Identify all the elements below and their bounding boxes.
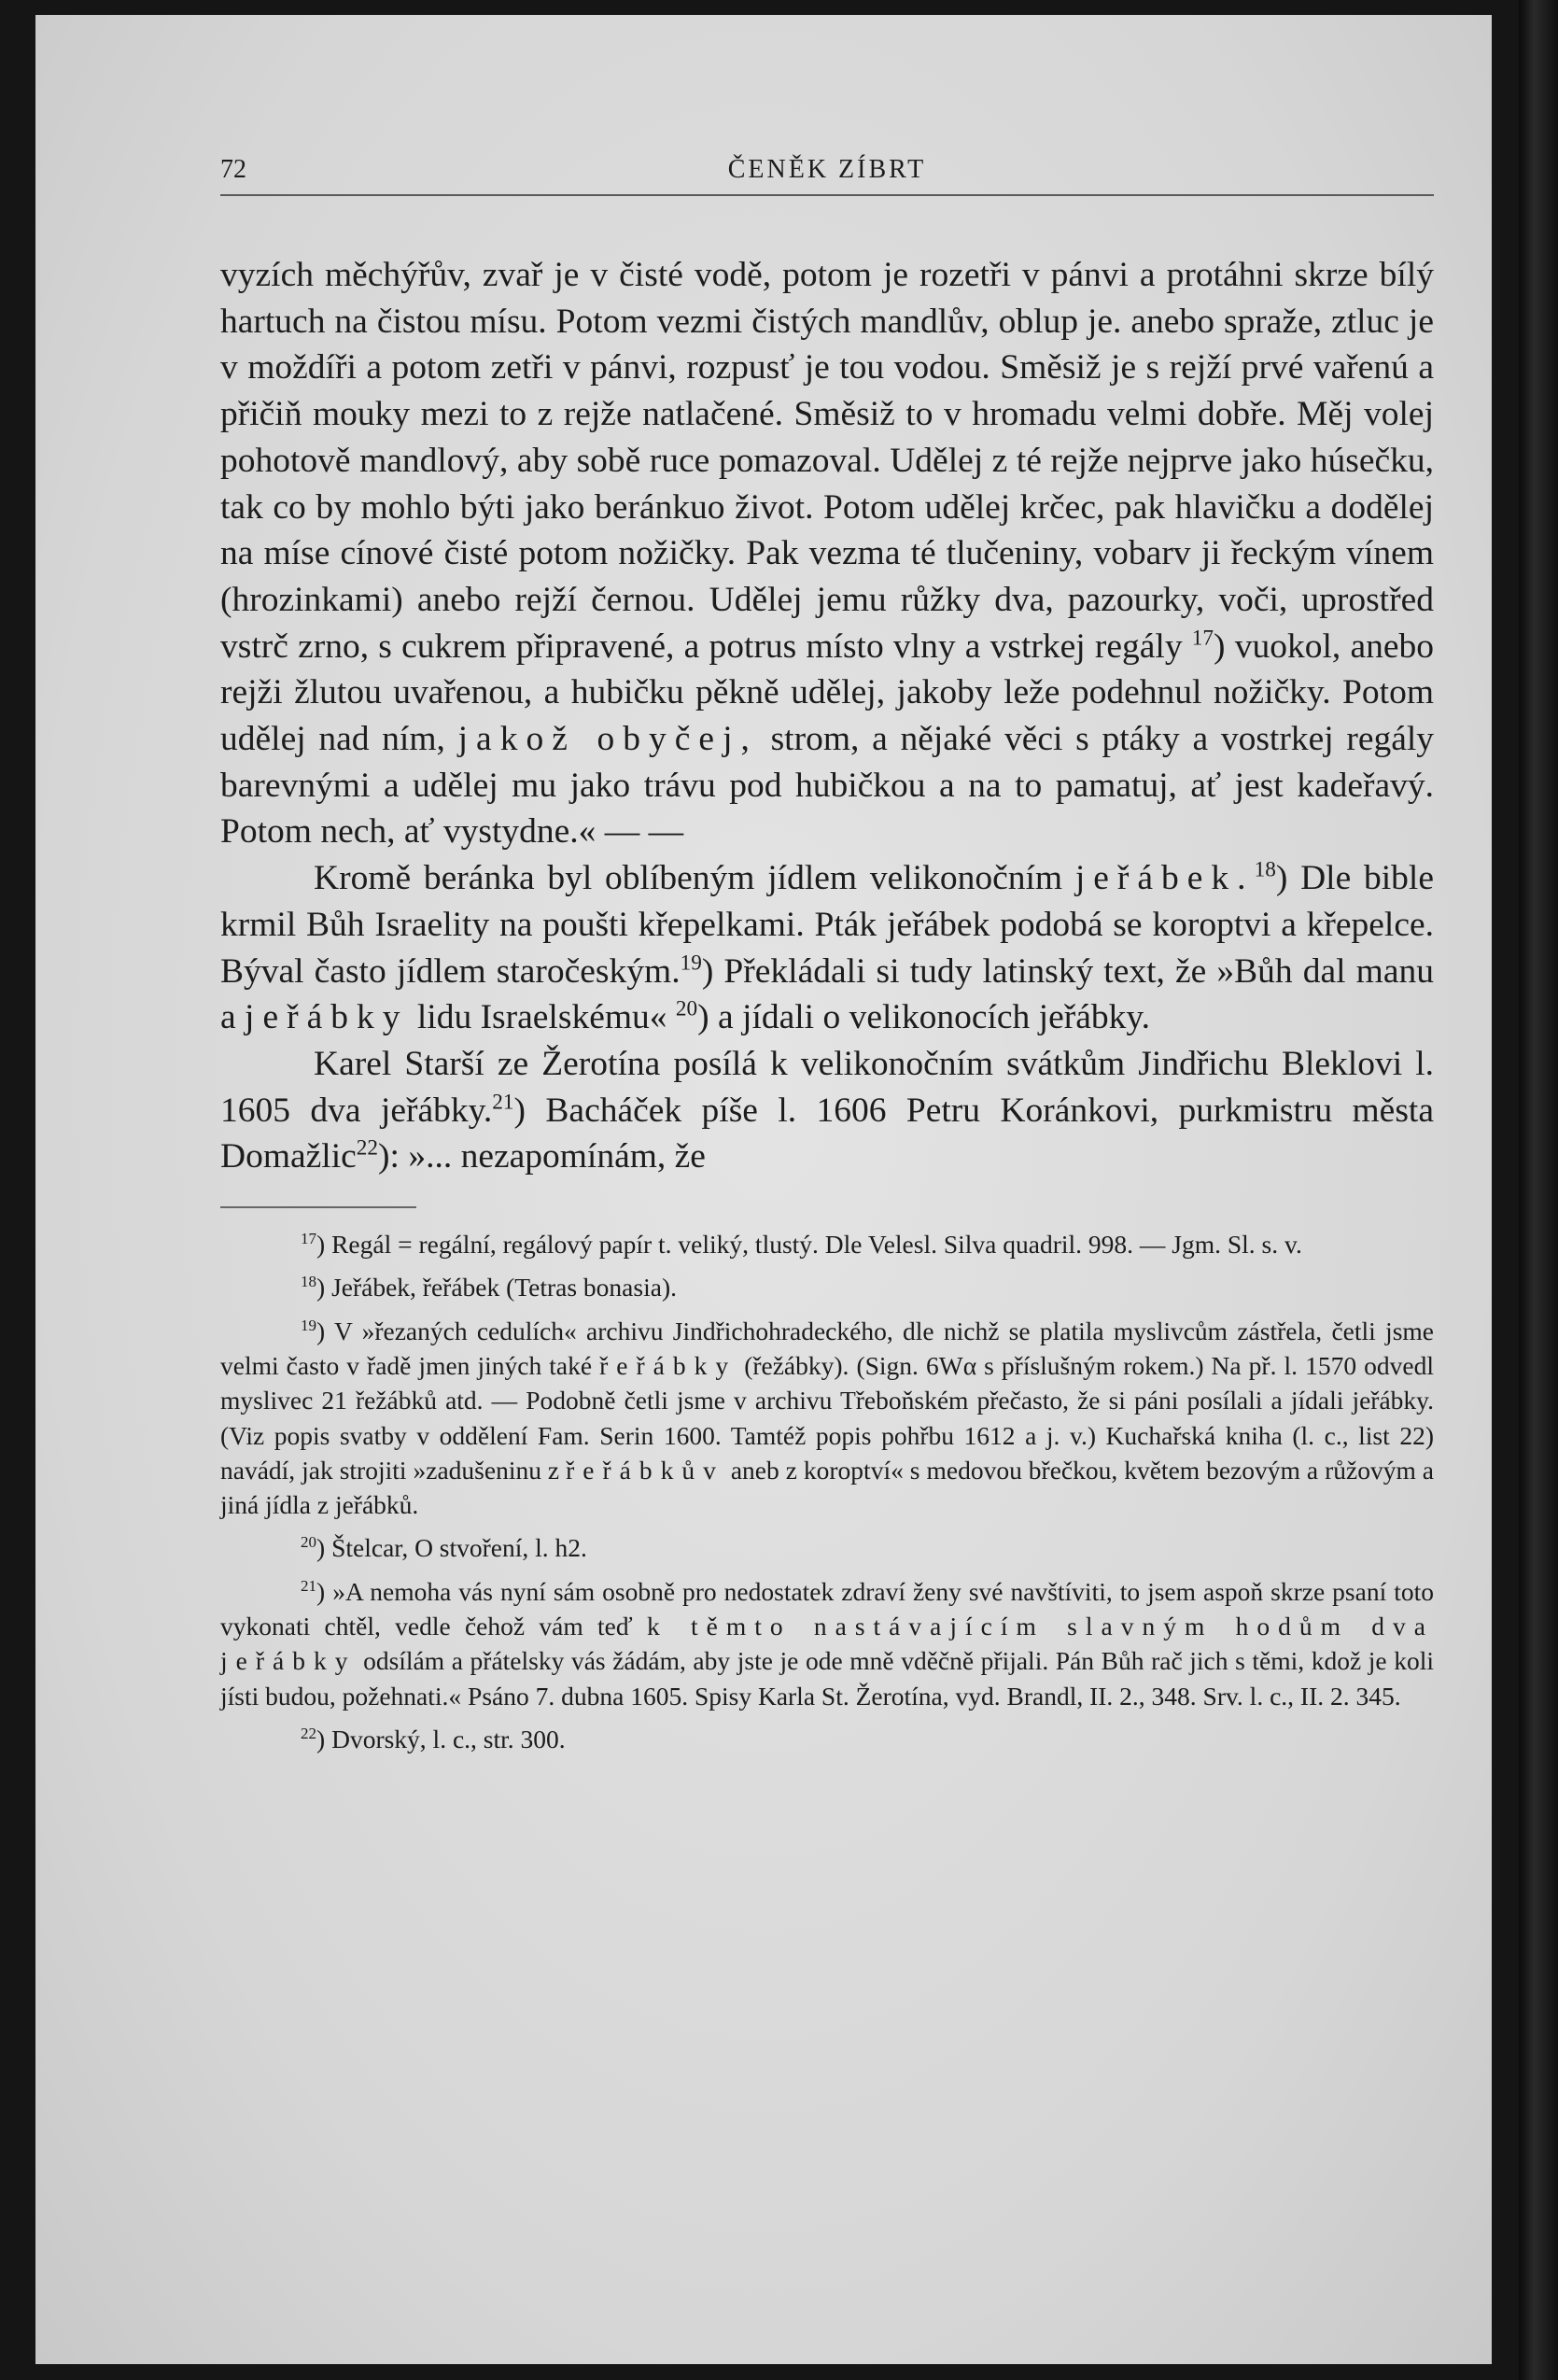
footnote-21: $^{21}$) »A nemoha vás nyní sám osobně pro nedostatek zdraví ženy své navštíviti, to jsem aspoň skrze psaní toto vykonati chtěl, vedle čehož vám teď k těmto nastávajícím slavným hodům dva jeřábky odsílám a přátelsky vás žádám, aby jste je ode mně vděčně přijali. Pán Bůh rač jich s těmi, kdož je koli jísti budou, požehnati.« Psáno 7. dubna 1605. Spisy Karla St. Žerotína, vyd. Brandl, II. 2., 348. Srv. l. c., II. 2. 345. <box>220 1576 1435 1711</box>
footnote-ref[interactable]: 17 <box>1191 626 1214 651</box>
footnote-22: $^{22}$) Dvorský, l. c., str. 300. <box>301 1724 566 1753</box>
footnote-18: $^{18}$) Jeřábek, řeřábek (Tetras bonasia). <box>301 1273 677 1303</box>
footnote-20: $^{20}$) Štelcar, O stvoření, l. h2. <box>301 1533 587 1563</box>
running-head: ČENĚK ZÍBRT <box>727 155 927 184</box>
footnote-19: $^{19}$) V »řezaných cedulích« archivu Jindřichohradeckého, dle nichž se platila myslivcům zástřela, četli jsme velmi často v řadě jmen jiných také řeřábky (řežábky). (Sign. 6Wα s příslušným rokem.) Na př. l. 1570 odvedl myslivec 21 řežábků atd. — Podobně četli jsme v archivu Třeboňském přečasto, že si páni posílali a jídali jeřábky. (Viz popis svatby v oddělení Fam. Serin 1600. Tamtéž popis pohřbu 1612 a j. v.) Kuchařská kniha (l. c., list 22) navádí, jak strojiti »zadušeninu z řeřábkův aneb z koroptví« s medovou břečkou, květem bezovým a růžovým a jiná jídla z jeřábků. <box>220 1316 1435 1520</box>
footnote-ref[interactable]: 21 <box>492 1090 514 1115</box>
emphasis: jakož obyčej, <box>457 720 758 759</box>
footnote-17: $^{17}$) Regál = regální, regálový papír t. veliký, tlustý. Dle Velesl. Silva quadril. 998. — Jgm. Sl. s. v. <box>301 1229 1302 1260</box>
paragraph-jerabek: Kromě beránka byl oblíbeným jídlem velikonočním jeřábek.$^{18}$) Dle bible krmil Bůh Israelity na poušti křepelkami. Pták jeřábek podobá se koroptvi a křepelce. Býval často jídlem staročeským.$^{19}$) Překládali si tudy latinský text, že »Bůh dal manu a jeřábky lidu Israelskému« $^{20}$) a jídali o velikonocích jeřábky. <box>220 857 1434 1037</box>
footnote-ref[interactable]: 19 <box>680 951 702 976</box>
footnote-ref[interactable]: 18 <box>1254 857 1276 882</box>
scan-edge <box>1519 0 1558 2380</box>
main-text <box>220 252 1434 1180</box>
page-number: 72 <box>220 155 246 184</box>
footnote-ref[interactable]: 22 <box>356 1135 379 1161</box>
emphasis: jeřábky <box>245 998 409 1037</box>
page-header <box>220 140 1434 196</box>
paragraph-zerotin: Karel Starší ze Žerotína posílá k velikonočním svátkům Jindřichu Bleklovi l. 1605 dva jeřábky.$^{21}$) Bacháček píše l. 1606 Petru Koránkovi, purkmistru města Domažlic$^{22}$): »... nezapomínám, že <box>220 1044 1434 1176</box>
book-page <box>220 140 1434 1765</box>
footnote-separator <box>220 1206 416 1208</box>
paragraph-recipe: vyzích měchýřův, zvař je v čisté vodě, potom je rozetři v pánvi a protáhni skrze bílý hartuch na čistou mísu. Potom vezmi čistých mandlův, oblup je. anebo spraže, ztluc je v moždíři a potom zetři v pánvi, rozpusť je tou vodou. Směsiž je s rejží prvé vařenú a přičiň mouky mezi to z rejže natlačené. Směsiž to v hromadu velmi dobře. Měj volej pohotově mandlový, aby sobě ruce pomazoval. Udělej z té rejže nejprve jako húsečku, tak co by mohlo býti jako beránkuo život. Potom udělej krčec, pak hlavičku a dodělej na míse cínové čisté potom nožičky. Pak vezma té tlučeniny, vobarv ji řeckým vínem (hrozinkami) anebo rejží černou. Udělej jemu růžky dva, pazourky, voči, uprostřed vstrč zrno, s cukrem připravené, a potrus místo vlny a vstrkej regály $^{17}$) vuokol, anebo rejži žlutou uvařenou, a hubičku pěkně udělej, jakoby leže podehnul nožičky. Potom udělej nad ním, jakož obyčej, strom, a nějaké věci s ptáky a vostrkej regály barevnými a udělej mu jako trávu pod hubičkou a na to pamatuj, ať jest kadeřavý. Potom nech, ať vystydne.« — — <box>220 256 1435 852</box>
emphasis: jeřábek. <box>1074 859 1255 898</box>
footnote-ref[interactable]: 20 <box>675 996 698 1021</box>
footnotes <box>220 1227 1434 1756</box>
